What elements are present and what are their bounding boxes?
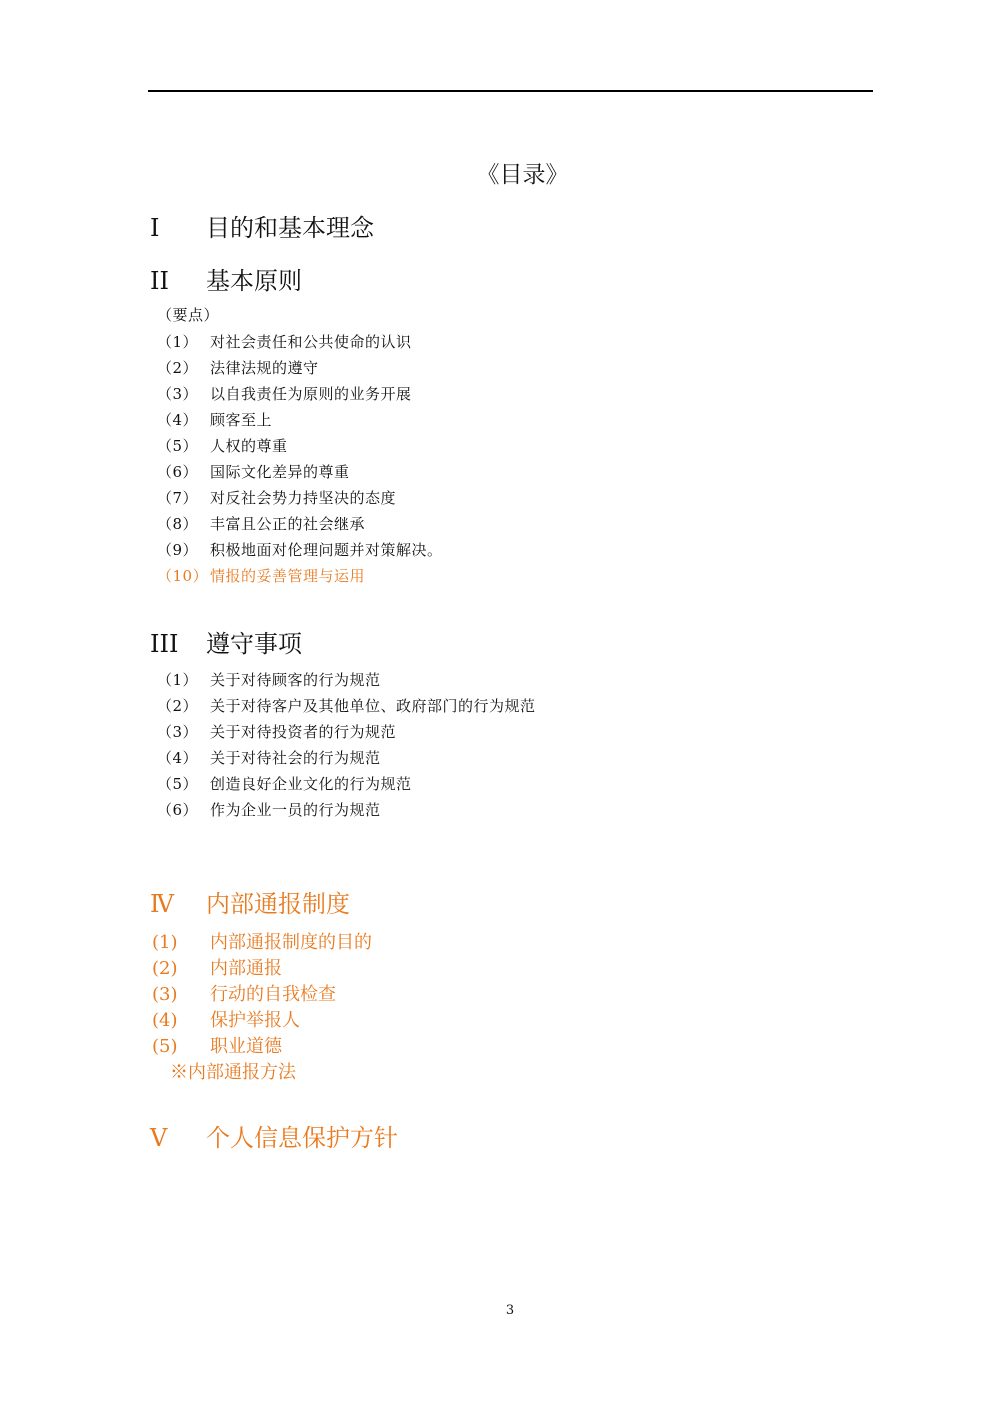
principle-item: （8） 丰富且公正的社会继承 xyxy=(157,515,366,533)
principle-item: （4） 顾客至上 xyxy=(157,411,273,429)
section-3-heading xyxy=(150,624,302,659)
section-label: 个人信息保护方针 xyxy=(206,1124,398,1152)
section-number: I xyxy=(150,214,160,242)
reporting-item: (4) 保护举报人 xyxy=(152,1010,300,1031)
principle-item: （5） 人权的尊重 xyxy=(157,437,288,455)
section-number: III xyxy=(150,630,179,658)
section-1-heading xyxy=(150,208,374,243)
section-number: Ⅳ xyxy=(150,890,174,918)
compliance-item: （2） 关于对待客户及其他单位、政府部门的行为规范 xyxy=(157,697,536,715)
principle-item: （2） 法律法规的遵守 xyxy=(157,359,319,377)
compliance-item: （5） 创造良好企业文化的行为规范 xyxy=(157,775,412,793)
page-number: 3 xyxy=(505,1303,515,1318)
reporting-item: (1) 内部通报制度的目的 xyxy=(152,932,372,953)
compliance-item: （1） 关于对待顾客的行为规范 xyxy=(157,671,381,689)
section-5-heading xyxy=(150,1118,398,1153)
principle-item: （1） 对社会责任和公共使命的认识 xyxy=(157,333,412,351)
section-number: II xyxy=(150,267,169,295)
reporting-item: (2) 内部通报 xyxy=(152,958,282,979)
principle-item-highlight: （10） 情报的妥善管理与运用 xyxy=(157,567,366,585)
principles-note: （要点） xyxy=(157,306,220,324)
section-4-heading xyxy=(150,884,350,919)
reporting-note: ※内部通报方法 xyxy=(170,1062,296,1083)
header-rule xyxy=(148,90,873,92)
reporting-item: (3) 行动的自我检查 xyxy=(152,984,336,1005)
section-label: 内部通报制度 xyxy=(206,890,350,918)
compliance-item: （4） 关于对待社会的行为规范 xyxy=(157,749,381,767)
principle-item: （9） 积极地面对伦理问题并对策解决。 xyxy=(157,541,443,559)
toc-title: 《目录》 xyxy=(476,162,569,188)
section-label: 目的和基本理念 xyxy=(206,214,374,242)
principle-item: （3） 以自我责任为原则的业务开展 xyxy=(157,385,412,403)
principle-item: （7） 对反社会势力持坚决的态度 xyxy=(157,489,397,507)
compliance-item: （3） 关于对待投资者的行为规范 xyxy=(157,723,397,741)
section-label: 遵守事项 xyxy=(206,630,302,658)
section-label: 基本原则 xyxy=(206,267,302,295)
compliance-item: （6） 作为企业一员的行为规范 xyxy=(157,801,381,819)
section-number: V xyxy=(150,1124,168,1152)
principle-item: （6） 国际文化差异的尊重 xyxy=(157,463,350,481)
section-2-heading xyxy=(150,261,302,296)
reporting-item: (5) 职业道德 xyxy=(152,1036,282,1057)
